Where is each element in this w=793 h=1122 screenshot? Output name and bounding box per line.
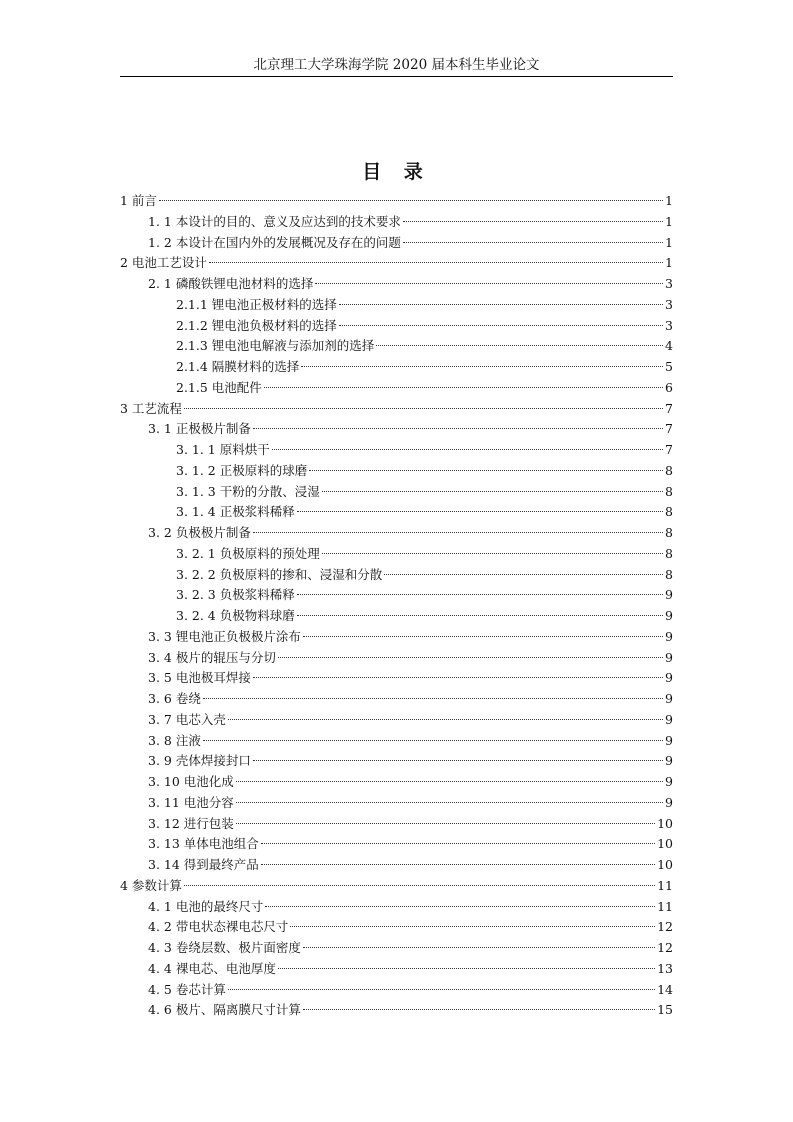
toc-entry[interactable] <box>120 648 673 669</box>
toc-entry[interactable] <box>120 606 673 627</box>
dot-leader <box>297 511 663 512</box>
dot-leader <box>203 698 663 699</box>
toc-entry-label: 3. 2. 2 负极原料的掺和、浸湿和分散 <box>176 566 383 582</box>
toc-entry-page: 8 <box>665 525 673 540</box>
toc-entry[interactable] <box>120 793 673 814</box>
dot-leader <box>236 802 663 803</box>
toc-entry-page: 8 <box>665 504 673 520</box>
toc-entry-label: 3. 2. 3 负极浆料稀释 <box>176 587 295 603</box>
toc-entry-page: 9 <box>665 711 673 727</box>
toc-entry-page: 12 <box>657 940 673 955</box>
toc-entry-label: 2.1.3 锂电池电解液与添加剂的选择 <box>176 338 375 354</box>
toc-entry-label: 3. 14 得到最终产品 <box>148 857 259 872</box>
toc-entry-label: 3. 1. 2 正极原料的球磨 <box>176 462 308 478</box>
toc-entry[interactable] <box>120 959 673 980</box>
toc-entry-page: 8 <box>665 566 673 582</box>
dot-leader <box>303 636 663 637</box>
toc-entry-page: 1 <box>665 234 673 250</box>
toc-entry-label: 2 电池工艺设计 <box>120 255 207 271</box>
page-header: 北京理工大学珠海学院 2020 届本科生毕业论文 <box>253 57 540 73</box>
toc-entry[interactable] <box>120 710 673 731</box>
toc-entry-page: 14 <box>657 981 673 997</box>
dot-leader <box>339 304 663 305</box>
toc-entry-page: 9 <box>665 732 673 748</box>
toc-entry[interactable] <box>120 585 673 606</box>
toc-entry-label: 3. 4 极片的辊压与分切 <box>148 649 276 665</box>
dot-leader <box>228 719 663 720</box>
toc-entry-label: 3. 1 正极极片制备 <box>148 421 251 437</box>
toc-entry-label: 4. 3 卷绕层数、极片面密度 <box>148 940 301 955</box>
toc-entry-page: 3 <box>665 276 673 291</box>
toc-entry[interactable] <box>120 814 673 835</box>
toc-entry-page: 1 <box>665 213 673 229</box>
toc-entry[interactable] <box>120 917 673 938</box>
toc-entry[interactable] <box>120 523 673 544</box>
dot-leader <box>322 491 663 492</box>
toc-entry-page: 1 <box>665 255 673 271</box>
dot-leader <box>253 532 663 533</box>
dot-leader <box>376 345 663 346</box>
dot-leader <box>322 553 663 554</box>
toc-entry-page: 10 <box>657 857 673 872</box>
toc-entry-label: 3. 2 负极极片制备 <box>148 525 251 540</box>
dot-leader <box>265 906 655 907</box>
dot-leader <box>384 574 663 575</box>
toc-entry[interactable] <box>120 544 673 565</box>
toc-entry[interactable] <box>120 399 673 420</box>
toc-entry-page: 5 <box>665 359 673 374</box>
dot-leader <box>253 428 663 429</box>
toc-entry-page: 12 <box>657 919 673 935</box>
toc-entry-page: 7 <box>665 442 673 457</box>
toc-entry[interactable] <box>120 378 673 399</box>
toc-entry-page: 9 <box>665 774 673 789</box>
toc-entry[interactable] <box>120 357 673 378</box>
toc-entry[interactable] <box>120 668 673 689</box>
dot-leader <box>278 657 663 658</box>
toc-entry[interactable] <box>120 482 673 503</box>
dot-leader <box>253 677 663 678</box>
dot-leader <box>261 843 655 844</box>
dot-leader <box>303 1009 655 1010</box>
toc-entry[interactable] <box>120 834 673 855</box>
dot-leader <box>403 221 663 222</box>
toc-entry-label: 3. 6 卷绕 <box>148 691 201 706</box>
toc-entry-page: 1 <box>665 193 673 208</box>
dot-leader <box>236 781 663 782</box>
toc-entry[interactable] <box>120 274 673 295</box>
toc-entry-page: 9 <box>665 794 673 810</box>
toc-entry-label: 2.1.4 隔膜材料的选择 <box>176 359 300 374</box>
dot-leader <box>264 387 663 388</box>
dot-leader <box>159 200 663 201</box>
toc-entry-label: 3. 2. 4 负极物料球磨 <box>176 608 295 623</box>
toc-entry-page: 9 <box>665 670 673 686</box>
toc-entry[interactable] <box>120 980 673 1001</box>
header-rule <box>120 76 673 77</box>
toc-entry[interactable] <box>120 233 673 254</box>
dot-leader <box>184 885 655 886</box>
toc-entry-label: 1. 2 本设计在国内外的发展概况及存在的问题 <box>148 234 401 250</box>
toc-entry[interactable] <box>120 772 673 793</box>
toc-entry-page: 6 <box>665 379 673 395</box>
toc-entry-label: 2.1.2 锂电池负极材料的选择 <box>176 317 337 333</box>
dot-leader <box>184 408 663 409</box>
dot-leader <box>339 325 663 326</box>
toc-entry[interactable] <box>120 336 673 357</box>
toc-entry-label: 3. 3 锂电池正负极极片涂布 <box>148 628 301 644</box>
toc-entry-label: 2.1.1 锂电池正极材料的选择 <box>176 296 337 312</box>
dot-leader <box>297 615 663 616</box>
toc-entry-label: 3 工艺流程 <box>120 400 182 416</box>
dot-leader <box>297 594 663 595</box>
toc-entry-label: 1. 1 本设计的目的、意义及应达到的技术要求 <box>148 213 401 229</box>
toc-entry-label: 3. 12 进行包装 <box>148 815 234 831</box>
toc-entry-page: 3 <box>665 296 673 312</box>
toc-entry-page: 11 <box>657 877 673 893</box>
toc-entry-page: 9 <box>665 649 673 665</box>
toc-entry[interactable] <box>120 212 673 233</box>
toc-entry-page: 15 <box>657 1002 673 1018</box>
dot-leader <box>261 864 655 865</box>
toc-entry[interactable] <box>120 897 673 918</box>
toc-entry[interactable] <box>120 565 673 586</box>
toc-entry-label: 3. 10 电池化成 <box>148 774 234 789</box>
toc-entry-page: 13 <box>657 960 673 976</box>
dot-leader <box>309 470 663 471</box>
toc-entry-label: 3. 1. 4 正极浆料稀释 <box>176 504 295 520</box>
toc-entry-page: 11 <box>657 898 673 914</box>
toc-entry-label: 4. 6 极片、隔离膜尺寸计算 <box>148 1002 301 1018</box>
toc-entry[interactable] <box>120 295 673 316</box>
toc-entry-page: 8 <box>665 462 673 478</box>
toc-entry-page: 9 <box>665 608 673 623</box>
toc-entry-label: 2.1.5 电池配件 <box>176 379 262 395</box>
toc-entry-label: 4. 1 电池的最终尺寸 <box>148 898 264 914</box>
toc-entry[interactable] <box>120 253 673 274</box>
toc-entry-page: 8 <box>665 483 673 499</box>
toc-entry-label: 3. 5 电池极耳焊接 <box>148 670 251 686</box>
toc-entry-label: 3. 2. 1 负极原料的预处理 <box>176 545 320 561</box>
toc-entry-page: 10 <box>657 815 673 831</box>
dot-leader <box>403 242 663 243</box>
toc-entry-page: 9 <box>665 628 673 644</box>
toc-entry-label: 2. 1 磷酸铁锂电池材料的选择 <box>148 276 314 291</box>
toc-entry-label: 3. 1. 3 干粉的分散、浸湿 <box>176 483 320 499</box>
dot-leader <box>253 760 663 761</box>
dot-leader <box>228 989 655 990</box>
toc-entry-page: 9 <box>665 587 673 603</box>
toc-entry-label: 3. 9 壳体焊接封口 <box>148 753 251 769</box>
dot-leader <box>278 968 655 969</box>
toc-entry-label: 4. 5 卷芯计算 <box>148 981 226 997</box>
table-of-contents <box>120 191 673 1021</box>
toc-entry-page: 7 <box>665 421 673 437</box>
toc-entry-page: 3 <box>665 317 673 333</box>
toc-entry[interactable] <box>120 855 673 876</box>
dot-leader <box>209 262 663 263</box>
dot-leader <box>236 823 655 824</box>
toc-entry-page: 7 <box>665 400 673 416</box>
dot-leader <box>315 283 663 284</box>
toc-entry-label: 4 参数计算 <box>120 877 182 893</box>
toc-entry-label: 1 前言 <box>120 193 157 208</box>
toc-entry[interactable] <box>120 751 673 772</box>
dot-leader <box>303 947 655 948</box>
toc-entry[interactable] <box>120 1000 673 1021</box>
toc-entry[interactable] <box>120 876 673 897</box>
dot-leader <box>203 740 663 741</box>
toc-entry-page: 8 <box>665 545 673 561</box>
toc-entry[interactable] <box>120 502 673 523</box>
toc-entry[interactable] <box>120 419 673 440</box>
toc-entry[interactable] <box>120 689 673 710</box>
toc-entry[interactable] <box>120 731 673 752</box>
toc-entry-page: 10 <box>657 836 673 852</box>
toc-entry[interactable] <box>120 191 673 212</box>
toc-entry-label: 4. 2 带电状态裸电芯尺寸 <box>148 919 289 935</box>
toc-entry-page: 9 <box>665 691 673 706</box>
toc-entry-label: 4. 4 裸电芯、电池厚度 <box>148 960 276 976</box>
toc-entry-page: 4 <box>665 338 673 354</box>
toc-entry-label: 3. 11 电池分容 <box>148 794 234 810</box>
toc-entry-label: 3. 8 注液 <box>148 732 201 748</box>
toc-entry[interactable] <box>120 440 673 461</box>
toc-entry-label: 3. 13 单体电池组合 <box>148 836 259 852</box>
toc-entry-page: 9 <box>665 753 673 769</box>
dot-leader <box>290 926 655 927</box>
dot-leader <box>272 449 663 450</box>
toc-entry[interactable] <box>120 938 673 959</box>
dot-leader <box>301 366 663 367</box>
toc-entry[interactable] <box>120 627 673 648</box>
toc-title: 目 录 <box>362 161 431 183</box>
toc-entry-label: 3. 1. 1 原料烘干 <box>176 442 270 457</box>
toc-entry[interactable] <box>120 316 673 337</box>
toc-entry-label: 3. 7 电芯入壳 <box>148 711 226 727</box>
toc-entry[interactable] <box>120 461 673 482</box>
